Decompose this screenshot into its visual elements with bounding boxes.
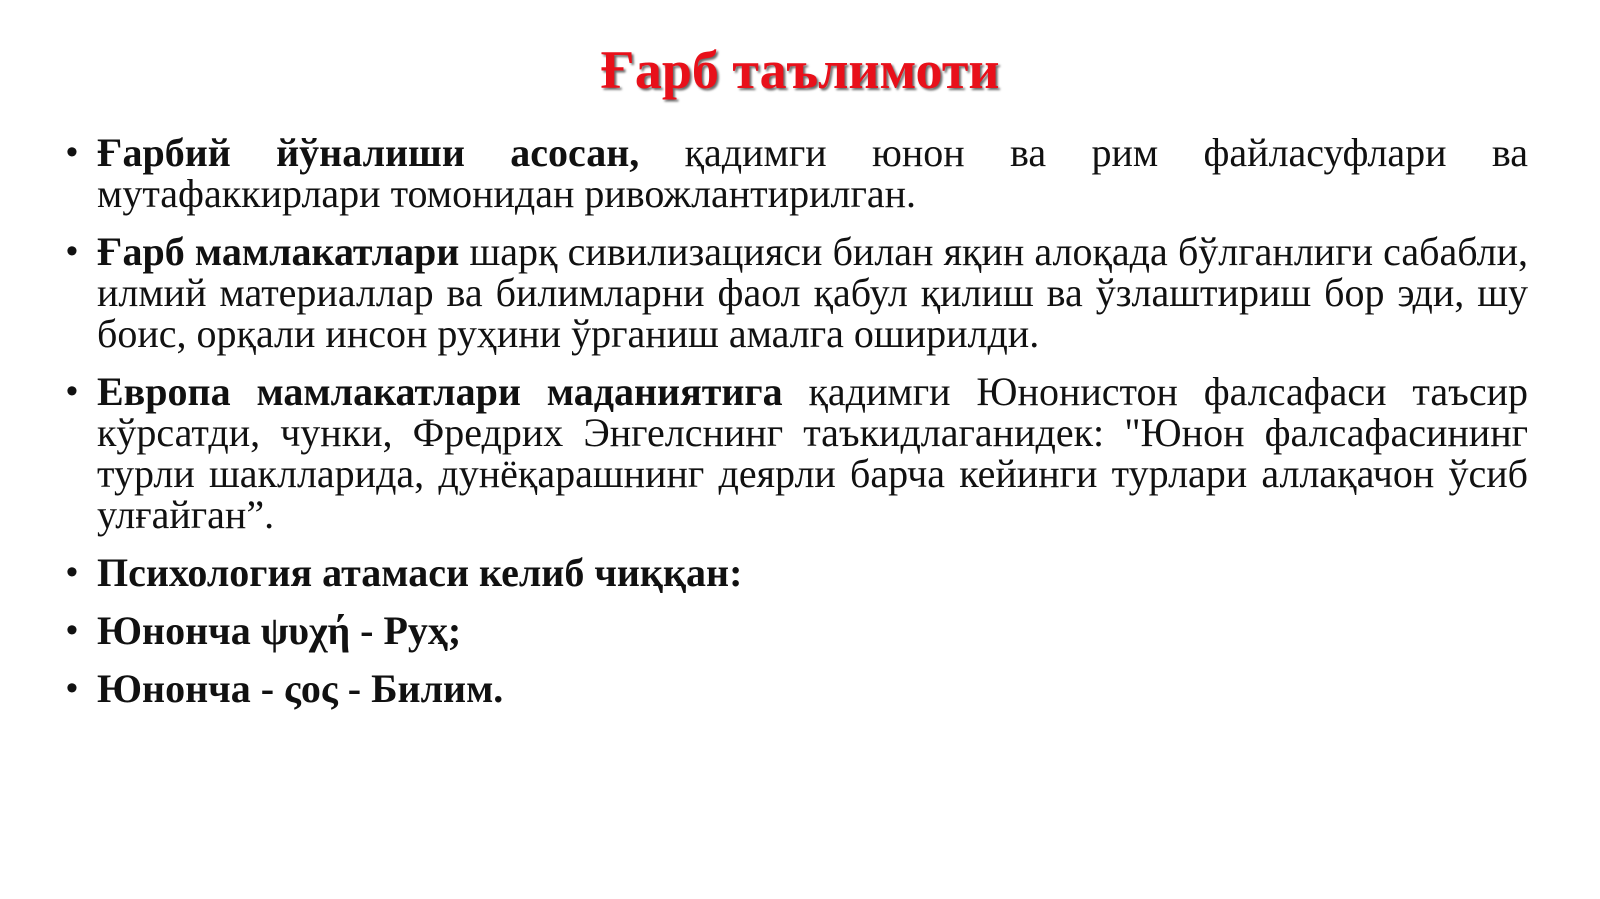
bullet-item bbox=[66, 668, 1528, 709]
bullet-lead-text: Юнонча - ςος - Билим. bbox=[97, 666, 504, 711]
bullet-item bbox=[66, 231, 1528, 354]
bullet-item bbox=[66, 610, 1528, 651]
bullet-icon: • bbox=[66, 611, 78, 649]
bullet-icon: • bbox=[66, 133, 78, 171]
bullet-body-text: шарқ сивилизацияси билан яқин алоқада бўлганлиги сабабли, илмий материаллар ва билимларни фаол қабул қилиш ва ўзлаштириш бор эди, шу боис, орқали инсон руҳини ўрганиш амалга оширилди. bbox=[97, 229, 1529, 356]
bullet-icon: • bbox=[66, 669, 78, 707]
bullet-icon: • bbox=[66, 232, 78, 270]
bullet-lead-text: Ғарбий йўналиши асосан, bbox=[97, 130, 640, 175]
bullet-item bbox=[66, 132, 1528, 214]
bullet-lead-text: Психология атамаси келиб чиққан: bbox=[97, 550, 743, 595]
bullet-list bbox=[66, 132, 1528, 726]
bullet-item bbox=[66, 371, 1528, 535]
slide-title: Ғарб таълимоти bbox=[600, 40, 1000, 100]
bullet-icon: • bbox=[66, 372, 78, 410]
bullet-lead-text: Юнонча ψυχή - Руҳ; bbox=[97, 608, 462, 653]
bullet-lead-text: Ғарб мамлакатлари bbox=[97, 229, 460, 274]
bullet-lead-text: Европа мамлакатлари маданиятига bbox=[97, 369, 783, 414]
bullet-icon: • bbox=[66, 553, 78, 591]
bullet-body-text: қадимги юнон ва рим файласуфлари ва мутафаккирлари томонидан ривожлантирилган. bbox=[97, 130, 1528, 216]
bullet-body-text: қадимги Юнонистон фалсафаси таъсир кўрсатди, чунки, Фредрих Энгелснинг таъкидлаганидек: "Юнон фалсафасининг турли шаклларида, дунёқарашнинг деярли барча кейинги турлари аллақачон ўсиб улғайган”. bbox=[97, 369, 1528, 537]
bullet-item bbox=[66, 552, 1528, 593]
